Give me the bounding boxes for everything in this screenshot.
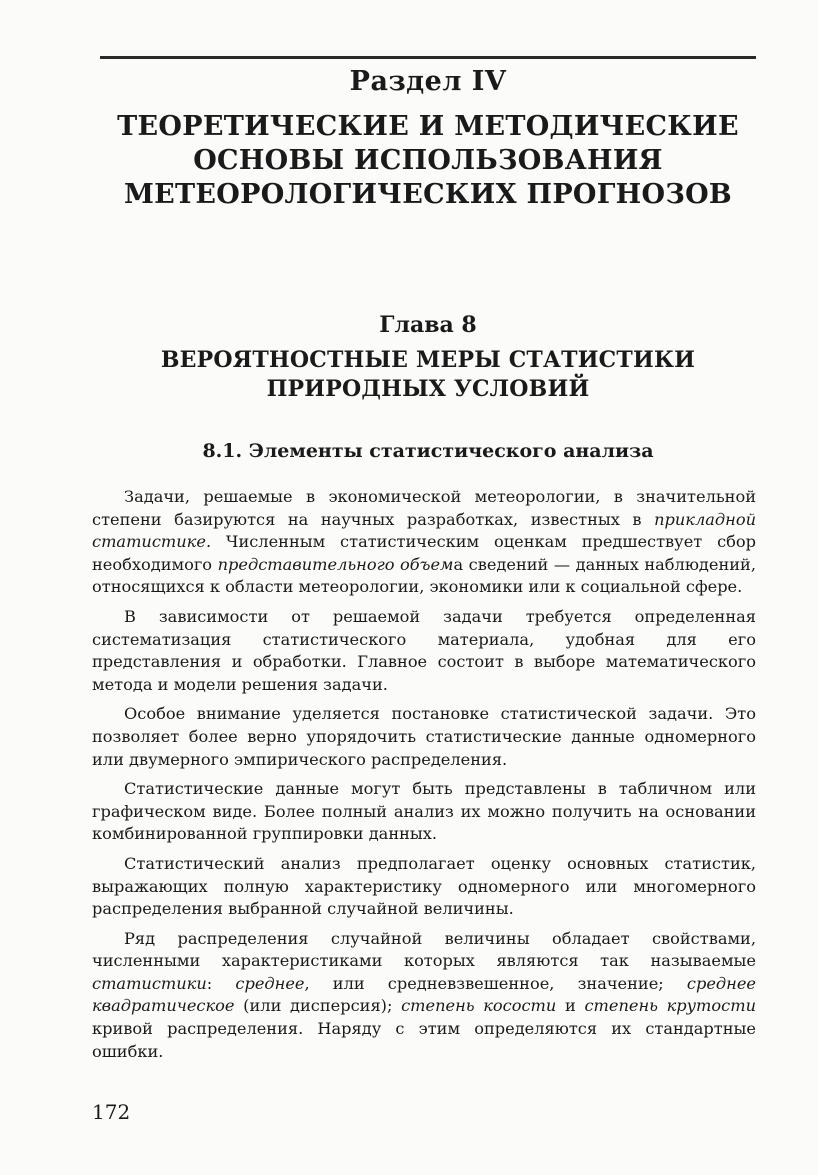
paragraph-text: Задачи, решаемые в экономической метеорологии, в значительной степени базируются на научных разработках, известных в: [92, 487, 756, 529]
paragraph-text: . Численным статистическим оценкам предшествует сбор необходимого: [92, 532, 756, 574]
paragraph-text: а сведений — данных наблюдений, относящихся к области метеорологии, экономики или к социальной сфере.: [92, 554, 756, 597]
chapter-label: Глава 8: [379, 312, 477, 338]
paragraph-4: Статистические данные могут быть представлены в табличном или графическом виде. Более полный анализ их можно получить на основании комбинированной группировки данных.: [92, 779, 756, 844]
section-title-line: МЕТЕОРОЛОГИЧЕСКИХ ПРОГНОЗОВ: [123, 179, 733, 210]
section-title-line: ТЕОРЕТИЧЕСКИЕ И МЕТОДИЧЕСКИЕ: [117, 111, 739, 142]
paragraph-text: (или дисперсия);: [234, 996, 402, 1016]
paragraph-5: Статистический анализ предполагает оценку основных статистик, выражающих полную характеристику одномерного или многомерного распределения выбранной случайной величины.: [92, 853, 756, 919]
italic-term: статистики: [92, 973, 207, 993]
body-text: [92, 486, 756, 1070]
chapter-title: [100, 346, 756, 404]
paragraph-3: Особое внимание уделяется постановке статистической задачи. Это позволяет более верно упорядочить статистические данные одномерного или двумерного эмпирического распределения.: [92, 704, 756, 769]
chapter-title-line: ПРИРОДНЫХ УСЛОВИЙ: [266, 376, 590, 402]
section-title: [100, 110, 756, 212]
paragraph-text: кривой распределения. Наряду с этим определяются их стандартные ошибки.: [92, 1019, 756, 1061]
page-number: 172: [92, 1100, 131, 1124]
paragraph-6: [92, 928, 756, 1064]
italic-term: представительного объем: [217, 554, 454, 574]
chapter-title-line: ВЕРОЯТНОСТНЫЕ МЕРЫ СТАТИСТИКИ: [160, 347, 696, 373]
paragraph-text: и: [556, 996, 585, 1016]
paragraph-text: , или средневзвешенное, значение;: [304, 973, 687, 993]
paragraph-text: :: [206, 973, 236, 993]
italic-term: степень крутости: [584, 996, 756, 1016]
section-title-line: ОСНОВЫ ИСПОЛЬЗОВАНИЯ: [193, 145, 663, 176]
italic-term: прикладной статистике: [92, 509, 756, 552]
paragraph-text: Ряд распределения случайной величины обладает свойствами, численными характеристиками которых являются так называемые: [92, 928, 756, 971]
italic-term: среднее квадратическое: [92, 973, 756, 1016]
subsection-title: 8.1. Элементы статистического анализа: [202, 440, 654, 462]
italic-term: степень косости: [401, 996, 557, 1016]
paragraph-2: В зависимости от решаемой задачи требуется определенная систематизация статистического материала, удобная для его представления и обработки. Главное состоит в выборе математического метода и модели решения задачи.: [92, 606, 756, 694]
top-rule: [100, 56, 756, 59]
section-label: Раздел IV: [349, 66, 507, 97]
italic-term: среднее: [235, 973, 305, 993]
paragraph-1: [92, 486, 756, 599]
